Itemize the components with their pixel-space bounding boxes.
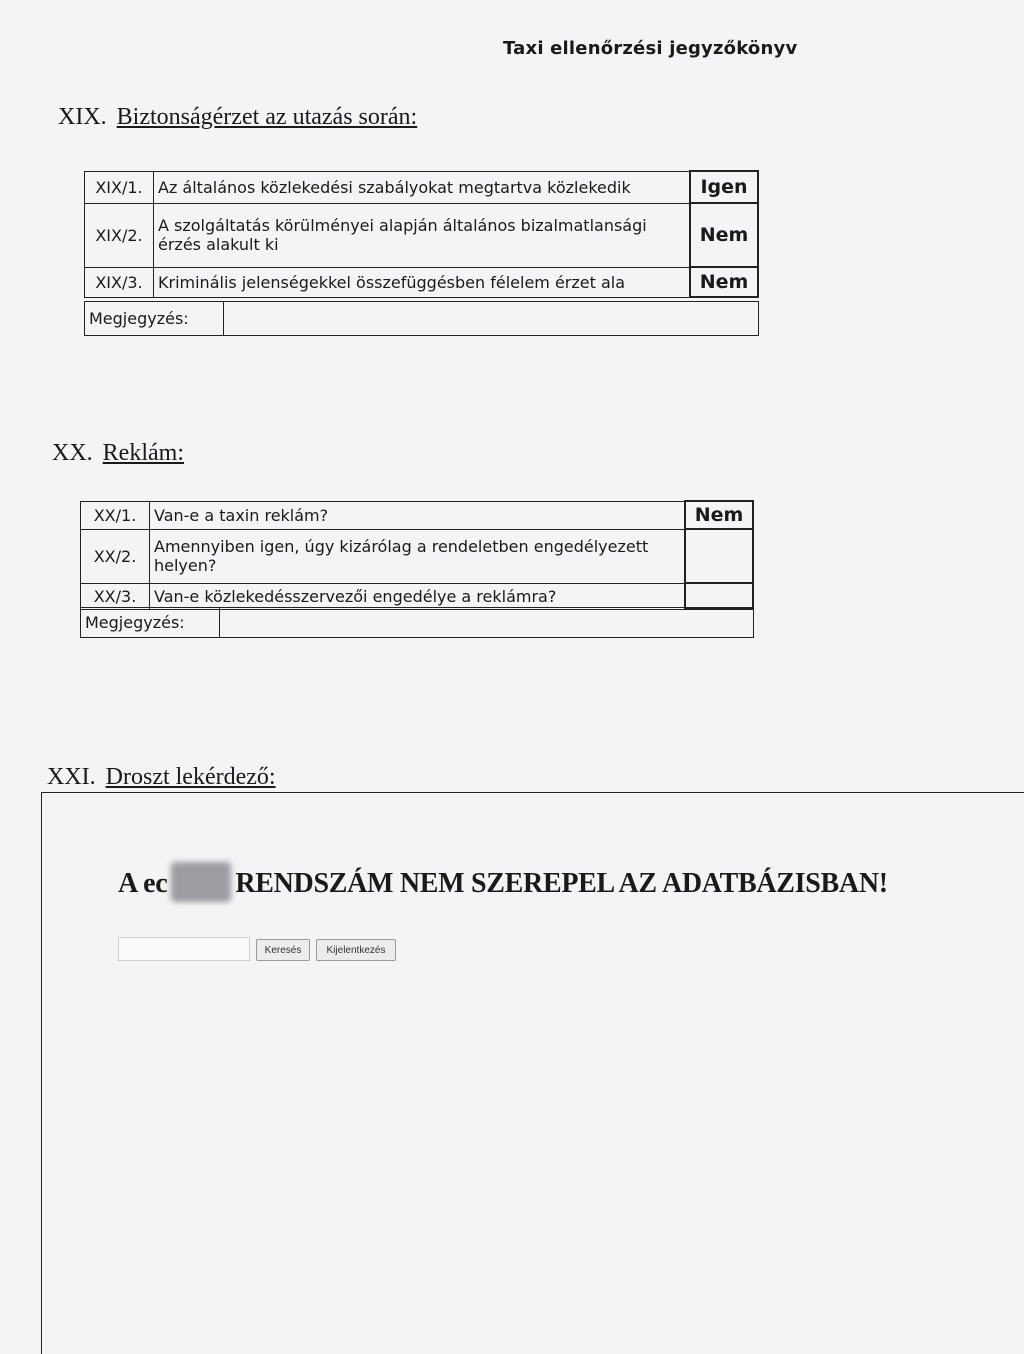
row-code: XIX/3. (85, 267, 154, 297)
row-answer[interactable]: Nem (690, 203, 758, 267)
table-row (81, 501, 754, 529)
section-xx-number: XX. (52, 440, 93, 466)
redacted-plate-number (171, 862, 231, 902)
database-message (118, 862, 888, 902)
advertisement-note-table (80, 607, 754, 638)
section-xix-heading (58, 104, 417, 131)
table-row (85, 171, 759, 203)
row-code: XIX/1. (85, 171, 154, 203)
section-xix-number: XIX. (58, 104, 107, 130)
safety-table (84, 170, 759, 298)
row-question: Az általános közlekedési szabályokat megtartva közlekedik (154, 171, 691, 203)
row-code: XX/1. (81, 501, 150, 529)
note-label: Megjegyzés: (81, 608, 220, 638)
row-question: A szolgáltatás körülményei alapján általános bizalmatlansági érzés alakult ki (154, 203, 691, 267)
row-code: XX/2. (81, 529, 150, 583)
message-prefix: A ec (118, 868, 168, 899)
row-question: Amennyiben igen, úgy kizárólag a rendeletben engedélyezett helyen? (150, 529, 686, 583)
row-question: Kriminális jelenségekkel összefüggésben félelem érzet ala (154, 267, 691, 297)
row-answer[interactable]: Nem (690, 267, 758, 297)
section-xx-title: Reklám: (102, 440, 184, 466)
section-xix-title: Biztonságérzet az utazás során: (116, 104, 418, 130)
row-question: Van-e a taxin reklám? (150, 501, 686, 529)
safety-note-table (84, 301, 759, 336)
section-xxi-number: XXI. (47, 764, 96, 790)
row-code: XX/3. (81, 583, 150, 609)
search-button[interactable]: Keresés (256, 939, 310, 961)
message-suffix: RENDSZÁM NEM SZEREPEL AZ ADATBÁZISBAN! (235, 868, 888, 899)
advertisement-table (80, 500, 754, 610)
table-row (85, 203, 759, 267)
document-title: Taxi ellenőrzési jegyzőkönyv (503, 38, 798, 59)
note-field[interactable] (224, 302, 759, 336)
note-field[interactable] (220, 608, 754, 638)
row-answer[interactable]: Nem (685, 501, 753, 529)
section-xxi-heading (47, 764, 276, 791)
section-xx-heading (52, 440, 184, 467)
row-answer[interactable] (685, 529, 753, 583)
table-row (85, 267, 759, 297)
row-answer[interactable] (685, 583, 753, 609)
row-code: XIX/2. (85, 203, 154, 267)
section-xxi-title: Droszt lekérdező: (105, 764, 276, 790)
row-answer[interactable]: Igen (690, 171, 758, 203)
note-label: Megjegyzés: (85, 302, 224, 336)
logout-button[interactable]: Kijelentkezés (316, 939, 396, 961)
plate-search-input[interactable] (118, 937, 250, 961)
table-row (81, 529, 754, 583)
table-row (81, 583, 754, 609)
row-question: Van-e közlekedésszervezői engedélye a reklámra? (150, 583, 686, 609)
